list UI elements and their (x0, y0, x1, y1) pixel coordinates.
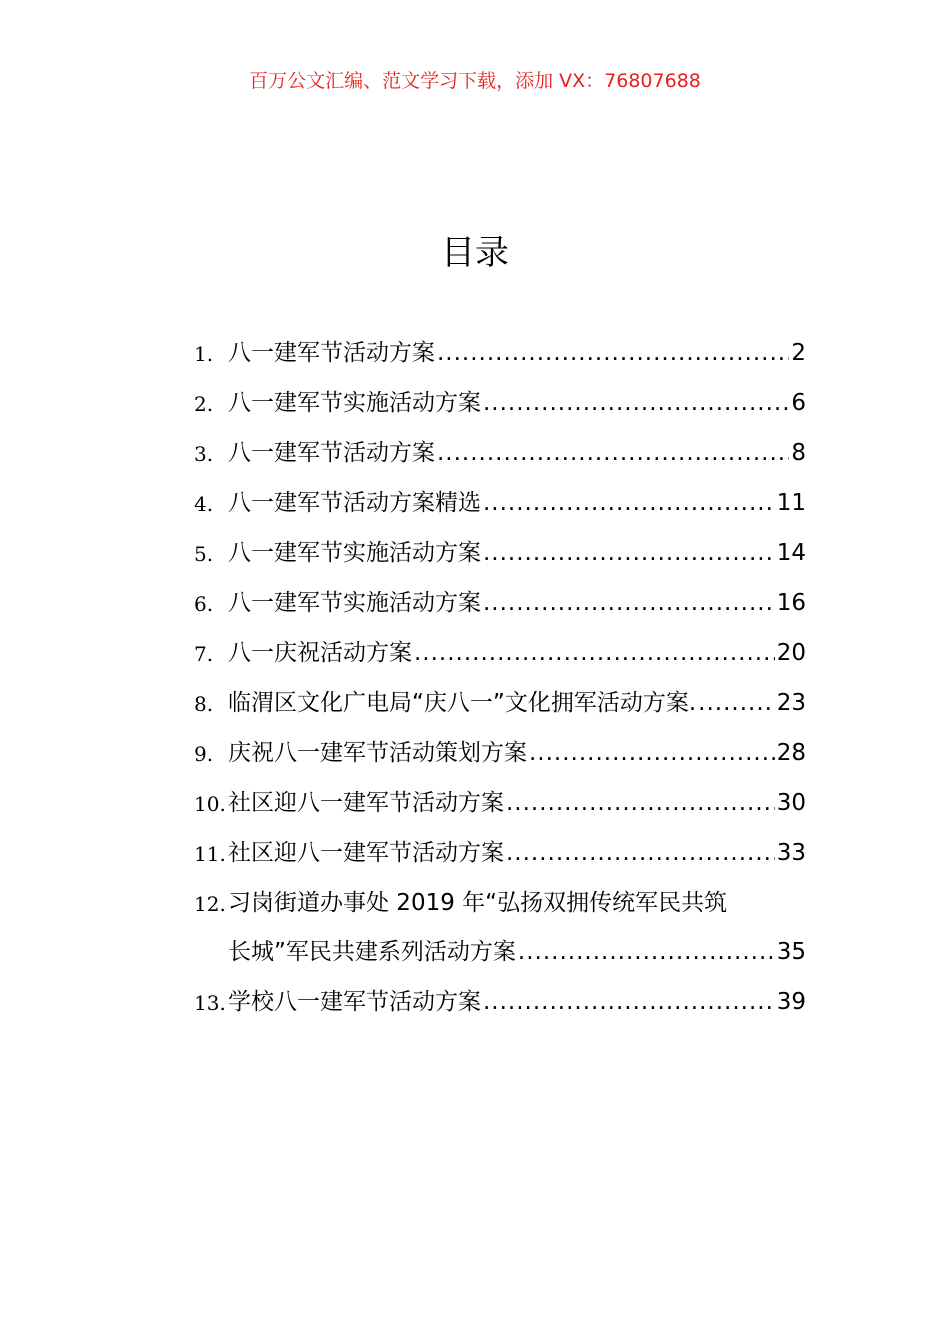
toc-leader-dots (698, 687, 775, 719)
toc-entry-page: 33 (776, 840, 806, 866)
toc-entry-number: 6. (194, 592, 214, 616)
toc-entry[interactable] (194, 428, 806, 478)
toc-entry-page: 6 (791, 390, 806, 416)
toc-entry-title: 社区迎八一建军节活动方案 (228, 840, 504, 866)
toc-entry-title: 八一建军节活动方案精选 (228, 490, 481, 516)
toc-entry-title: 临渭区文化广电局“庆八一”文化拥军活动方案. (228, 690, 697, 716)
toc-entry-title: 八一建军节实施活动方案 (228, 590, 481, 616)
toc-leader-dots (483, 587, 775, 619)
toc-entry[interactable] (194, 728, 806, 778)
toc-entry[interactable] (194, 378, 806, 428)
page-title: 目录 (441, 233, 509, 273)
toc-entry-title-line2: 长城”军民共建系列活动方案 (228, 939, 516, 965)
toc-leader-dots (483, 537, 775, 569)
toc-leader-dots (506, 837, 775, 869)
toc-entry-number: 4. (194, 492, 214, 516)
toc-entry-number: 1. (194, 342, 214, 366)
toc-entry-page: 20 (776, 640, 806, 666)
toc-entry-page: 8 (791, 440, 806, 466)
toc-entry[interactable] (194, 528, 806, 578)
toc-list (194, 328, 806, 1027)
toc-entry-number: 9. (194, 742, 214, 766)
toc-leader-dots (529, 737, 775, 769)
toc-entry-title: 八一建军节活动方案 (228, 440, 435, 466)
toc-leader-dots (483, 387, 789, 419)
toc-entry-page: 2 (791, 340, 806, 366)
toc-entry-title-line1: 习岗街道办事处 2019 年“弘扬双拥传统军民共筑 (228, 890, 728, 916)
toc-entry-page: 14 (776, 540, 806, 566)
toc-entry-number: 13. (194, 991, 226, 1015)
toc-entry[interactable] (194, 328, 806, 378)
toc-entry-page: 11 (776, 490, 806, 516)
toc-entry[interactable] (194, 878, 806, 977)
toc-entry-title: 庆祝八一建军节活动策划方案 (228, 740, 527, 766)
toc-entry-page: 35 (776, 939, 806, 965)
toc-entry[interactable] (194, 578, 806, 628)
toc-entry-title: 八一建军节实施活动方案 (228, 540, 481, 566)
toc-entry-number: 11. (194, 842, 226, 866)
toc-entry-page: 39 (776, 989, 806, 1015)
toc-leader-dots (506, 787, 775, 819)
toc-leader-dots (437, 437, 789, 469)
toc-entry-title: 社区迎八一建军节活动方案 (228, 790, 504, 816)
toc-entry-page: 16 (776, 590, 806, 616)
toc-entry-number: 10. (194, 792, 226, 816)
toc-leader-dots (437, 337, 789, 369)
toc-entry-number: 8. (194, 692, 214, 716)
header-note: 百万公文汇编、范文学习下载，添加 VX：76807688 (249, 70, 701, 92)
toc-entry-title: 八一庆祝活动方案 (228, 640, 412, 666)
toc-entry-number: 12. (194, 892, 226, 916)
toc-entry-page: 23 (776, 690, 806, 716)
toc-entry[interactable] (194, 678, 806, 728)
toc-entry[interactable] (194, 828, 806, 878)
toc-entry-page: 30 (776, 790, 806, 816)
toc-entry-title: 学校八一建军节活动方案 (228, 989, 481, 1015)
toc-entry-title: 八一建军节活动方案 (228, 340, 435, 366)
toc-entry[interactable] (194, 628, 806, 678)
toc-leader-dots (414, 637, 775, 669)
toc-entry[interactable] (194, 778, 806, 828)
toc-entry-number: 2. (194, 392, 214, 416)
toc-entry-number: 5. (194, 542, 214, 566)
toc-entry[interactable] (194, 478, 806, 528)
toc-entry-title: 八一建军节实施活动方案 (228, 390, 481, 416)
toc-leader-dots (483, 986, 775, 1018)
toc-entry[interactable] (194, 977, 806, 1027)
toc-leader-dots (483, 487, 775, 519)
toc-entry-number: 3. (194, 442, 214, 466)
toc-entry-page: 28 (776, 740, 806, 766)
toc-entry-number: 7. (194, 642, 214, 666)
toc-leader-dots (518, 936, 775, 968)
